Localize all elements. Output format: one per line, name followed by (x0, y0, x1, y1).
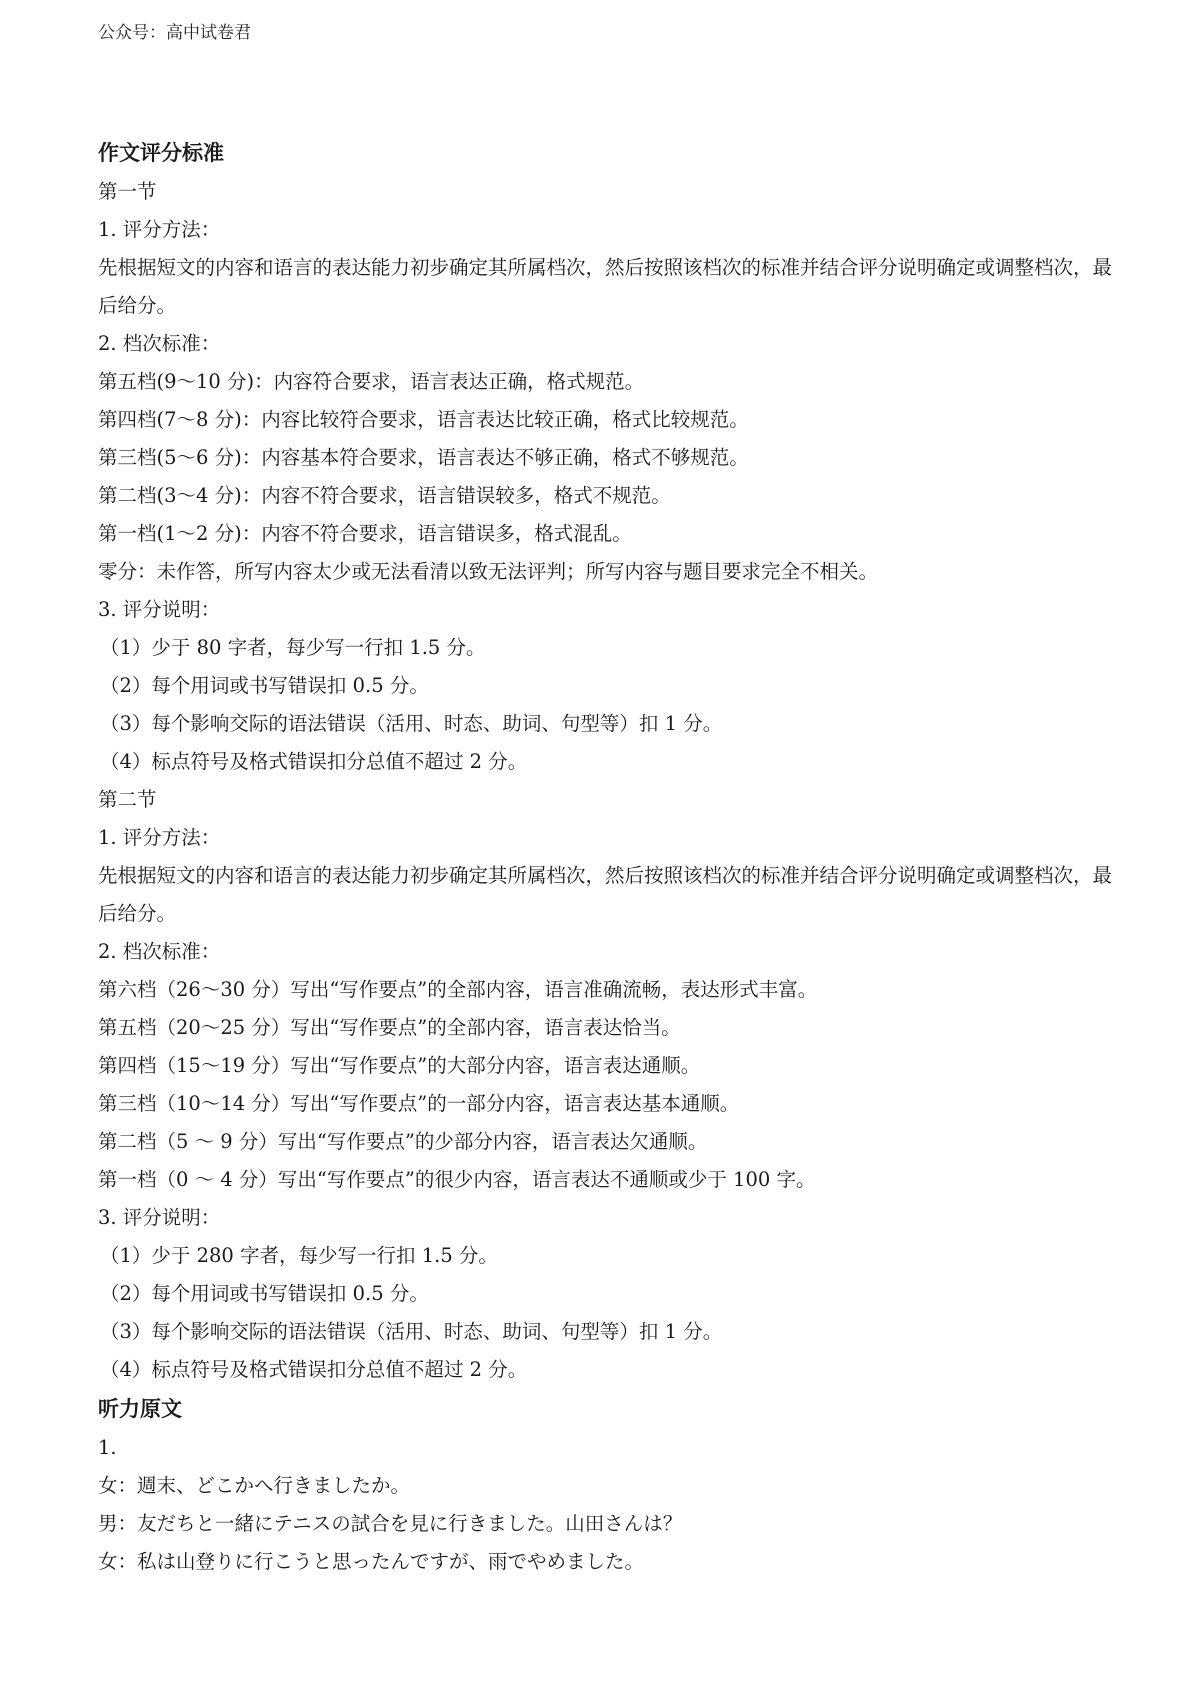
note-item: （1）少于 280 字者，每少写一行扣 1.5 分。 (100, 1244, 498, 1267)
dialogue-line: 男：友だちと一緒にテニスの試合を見に行きました。山田さんは？ (98, 1512, 683, 1535)
grade-line: 第二档(3～4 分)：内容不符合要求，语言错误较多，格式不规范。 (98, 484, 671, 507)
section-1-method-text: 先根据短文的内容和语言的表达能力初步确定其所属档次，然后按照该档次的标准并结合评分说明确定或调整档次，最后给分。 (98, 256, 1113, 317)
grade-line: 第四档(7～8 分)：内容比较符合要求，语言表达比较正确，格式比较规范。 (98, 408, 749, 431)
grade-line: 第一档（0 ～ 4 分）写出“写作要点”的很少内容，语言表达不通顺或少于 100 字。 (98, 1168, 816, 1191)
section-2 (98, 781, 1118, 1389)
page-title: 作文评分标准 (98, 141, 224, 165)
page-header: 公众号：高中试卷君 (98, 23, 251, 43)
note-item: （1）少于 80 字者，每少写一行扣 1.5 分。 (100, 636, 486, 659)
grade-line: 第二档（5 ～ 9 分）写出“写作要点”的少部分内容，语言表达欠通顺。 (98, 1130, 708, 1153)
note-item: （3）每个影响交际的语法错误（活用、时态、助词、句型等）扣 1 分。 (100, 1320, 723, 1343)
dialogue-line: 女：週末、どこかへ行きましたか。 (98, 1474, 411, 1497)
section-2-grades-label: 2. 档次标准： (98, 940, 221, 963)
grade-line: 第四档（15～19 分）写出“写作要点”的大部分内容，语言表达通顺。 (98, 1054, 701, 1077)
grade-line: 零分：未作答，所写内容太少或无法看清以致无法评判；所写内容与题目要求完全不相关。 (98, 560, 879, 583)
section-2-method-label: 1. 评分方法： (98, 826, 221, 849)
grade-line: 第一档(1～2 分)：内容不符合要求，语言错误多，格式混乱。 (98, 522, 632, 545)
question-number: 1. (98, 1436, 117, 1459)
note-item: （4）标点符号及格式错误扣分总值不超过 2 分。 (100, 1358, 528, 1381)
section-1-grades-label: 2. 档次标准： (98, 332, 221, 355)
note-item: （2）每个用词或书写错误扣 0.5 分。 (100, 674, 429, 697)
grade-line: 第三档(5～6 分)：内容基本符合要求，语言表达不够正确，格式不够规范。 (98, 446, 749, 469)
grade-line: 第五档（20～25 分）写出“写作要点”的全部内容，语言表达恰当。 (98, 1016, 681, 1039)
section-1-method-label: 1. 评分方法： (98, 218, 221, 241)
note-item: （3）每个影响交际的语法错误（活用、时态、助词、句型等）扣 1 分。 (100, 712, 723, 735)
section-1-notes-label: 3. 评分说明： (98, 598, 221, 621)
section-1-name: 第一节 (98, 180, 157, 203)
document-body (98, 133, 1118, 1581)
section-2-name: 第二节 (98, 788, 157, 811)
section-1 (98, 173, 1118, 781)
grade-line: 第三档（10～14 分）写出“写作要点”的一部分内容，语言表达基本通顺。 (98, 1092, 740, 1115)
grade-line: 第六档（26～30 分）写出“写作要点”的全部内容，语言准确流畅，表达形式丰富。 (98, 978, 818, 1001)
note-item: （2）每个用词或书写错误扣 0.5 分。 (100, 1282, 429, 1305)
section-2-method-text: 先根据短文的内容和语言的表达能力初步确定其所属档次，然后按照该档次的标准并结合评分说明确定或调整档次，最后给分。 (98, 864, 1113, 925)
section-2-notes-label: 3. 评分说明： (98, 1206, 221, 1229)
grade-line: 第五档(9～10 分)：内容符合要求，语言表达正确，格式规范。 (98, 370, 645, 393)
dialogue-line: 女：私は山登りに行こうと思ったんですが、雨でやめました。 (98, 1550, 645, 1573)
note-item: （4）标点符号及格式错误扣分总值不超过 2 分。 (100, 750, 528, 773)
listening-title: 听力原文 (98, 1397, 182, 1421)
listening-section (98, 1389, 1118, 1581)
